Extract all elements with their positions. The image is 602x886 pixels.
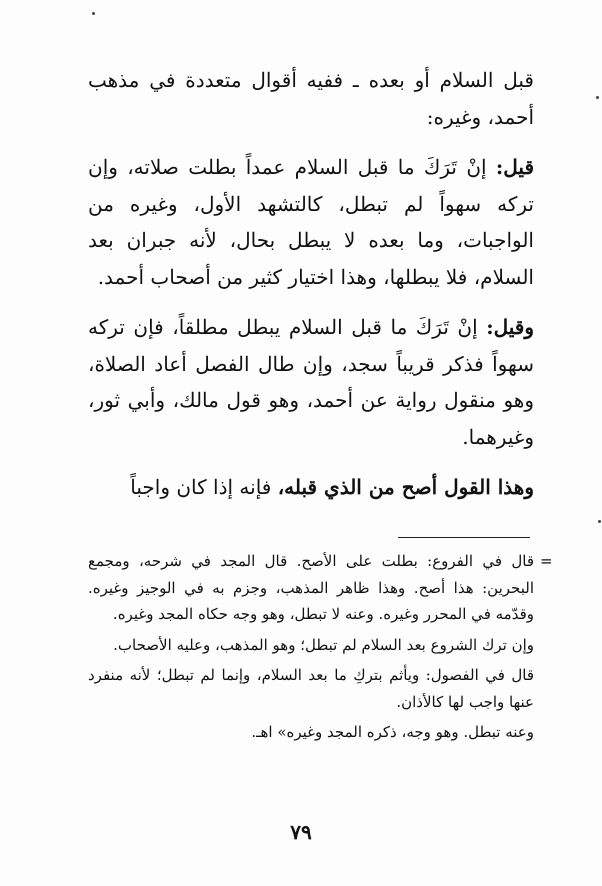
footnote-1: قال في الفروع: بطلت على الأصح. قال المجد في شرحه، ومجمع البحرين: هذا أصح. وهذا ظاهر المذهب، وجزم به في الوجيز وغيره. وقدّمه في المحرر وغيره. وعنه لا تبطل، وهو وجه حكاه المجد وغيره.	[88, 552, 534, 623]
paragraph-2	[88, 149, 534, 295]
scan-speck	[596, 96, 599, 99]
scan-speck	[598, 520, 601, 523]
paragraph-2-lead: قيل:	[495, 155, 534, 179]
paragraph-3-text: إنْ تَرَكَ ما قبل السلام يبطل مطلقاً، فإن تركه سهواً فذكر قريباً سجد، وإن طال الفصل أعاد الصلاة، وهو منقول رواية عن أحمد، وهو قول مالك، وأبي ثور، وغيرهما.	[88, 315, 534, 449]
paragraph-4-text: فإنه إذا كان واجباً	[130, 475, 278, 499]
paragraph-1	[88, 62, 534, 135]
paragraph-4	[88, 469, 534, 506]
footnote-continuation-mark: =	[540, 552, 553, 570]
paragraph-3-lead: وقيل:	[486, 315, 534, 339]
scan-speck	[92, 12, 95, 15]
footnote-4: وعنه تبطل. وهو وجه، ذكره المجد وغيره» اهـ.	[251, 723, 534, 741]
footnote-divider	[398, 537, 530, 538]
paragraph-1-text: قبل السلام أو بعده ـ ففيه أقوال متعددة في مذهب أحمد، وغيره:	[88, 68, 534, 129]
footnotes	[88, 548, 534, 750]
paragraph-4-lead: وهذا القول أصح من الذي قبله،	[277, 475, 534, 499]
footnote-2: وإن ترك الشروع بعد السلام لم تبطل؛ وهو المذهب، وعليه الأصحاب.	[113, 635, 534, 654]
paragraph-3	[88, 309, 534, 455]
paragraph-2-text: إنْ تَرَكَ ما قبل السلام عمداً بطلت صلاته، وإن تركه سهواً لم تبطل، كالتشهد الأول، وغيره من الواجبات، وما بعده لا يبطل بحال، لأنه جبران بعد السلام، فلا يبطلها، وهذا اختيار كثير من أصحاب أحمد.	[88, 155, 534, 289]
main-text	[88, 62, 534, 520]
page-number: ٧٩	[290, 820, 312, 844]
footnote-3: قال في الفصول: ويأثم بتركِ ما بعد السلام، وإنما لم تبطل؛ لأنه منفرد عنها واجب لها كالأذان.	[88, 666, 534, 711]
